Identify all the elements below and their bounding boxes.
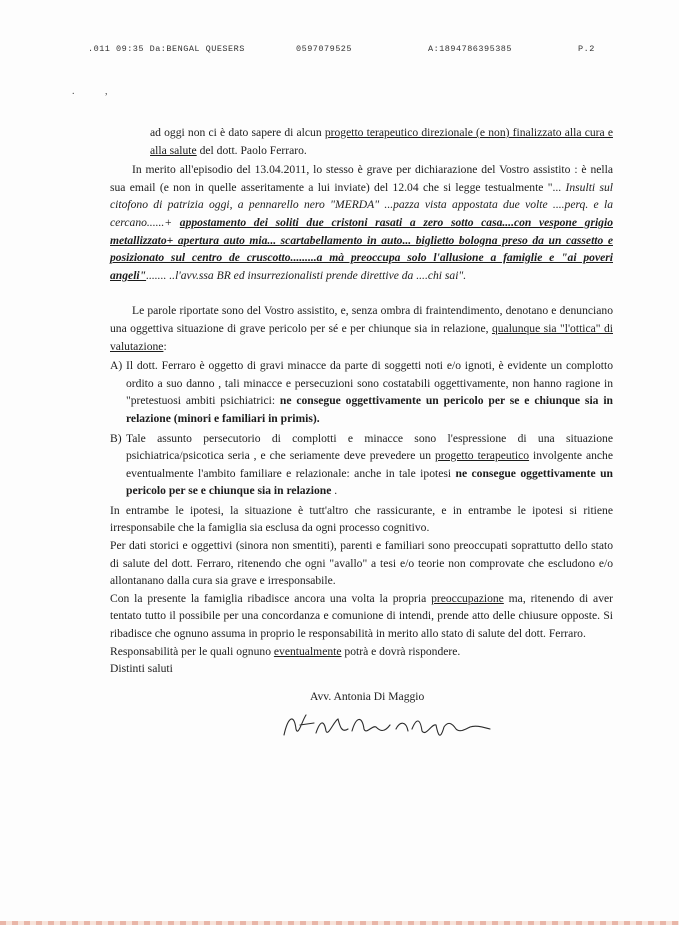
fax-from-number: 0597079525 <box>296 44 353 54</box>
quoted-text: Insulti sul citofono di patrizia oggi, a pennarello nero "MERDA" ...pazza vista appostata due volte ....perq. e la cercano......+ <box>110 180 613 229</box>
text: In merito all'episodio del 13.04.2011, lo stesso è grave per dichiarazione del Vostro assistito : è nella sua email (e non in quelle asseritamente a lui inviate) del 12.04 che si legge testualmente "... <box>110 163 613 194</box>
list-item-a <box>110 357 613 427</box>
quoted-emphasis: appostamento dei soliti due cristoni rasati a zero sotto casa....con vespone grigio metallizzato+ apertura auto mia... scartabellamento in auto... biglietto bologna preso da un cassetto e posizionato sul centro de cruscotto.........a mà preoccupa solo l'allusione a famiglie e "ai poveri angeli" <box>110 215 613 282</box>
paragraph-history: Per dati storici e oggettivi (sinora non smentiti), parenti e familiari sono preoccupati soprattutto dello stato di salute del dott. Ferraro, ritenendo che ogni "avallo" a tesi e/o teorie non comprovate che escludono e/o allontanano dalla cura sia grave e irresponsabile. <box>110 539 613 588</box>
underlined-text: progetto terapeutico <box>434 449 530 463</box>
scan-edge-strip <box>0 921 679 925</box>
hypothesis-list <box>110 357 613 500</box>
text: involgente anche eventualmente l'ambito familiare e relazionale: anche in tale ipotesi <box>126 449 613 480</box>
quoted-text: ....... ..l'avv.ssa BR ed insurrezionalisti prende direttive da ....chi sai". <box>146 268 467 282</box>
paragraph-continuation <box>110 124 613 159</box>
text: Il dott. Ferraro è oggetto di gravi minacce da parte di soggetti noti e/o ignoti, è evidente un complotto ordito a suo danno , tali minacce e persecuzioni sono costatabili oggettivamente, non hanno ragione in "pretestuosi ambiti psichiatrici: <box>126 359 613 408</box>
text: ma, ritenendo di aver tentato tutto il possibile per una concordanza e comunione di intendi, prende atto delle chiusure opposte. Si ribadisce che ognuno assuma in proprio le responsabilità in merito allo stato di salute del dott. Ferraro. <box>110 591 614 641</box>
handwritten-signature <box>280 707 500 747</box>
fax-to-number: A:1894786395385 <box>428 44 513 54</box>
underlined-text: eventualmente <box>273 644 342 658</box>
underlined-text: preoccupazione <box>431 591 504 605</box>
closing: Distinti saluti <box>110 662 173 676</box>
paragraph-situation <box>110 302 613 355</box>
list-item-b <box>110 430 613 500</box>
paragraph-responsibility <box>110 643 613 661</box>
text: Le parole riportate sono del Vostro assistito, e, senza ombra di fraintendimento, denotano e denunciano una oggettiva situazione di grave pericolo per sé e per chiunque sia in relazione, <box>110 304 613 335</box>
paragraph-hypotheses: In entrambe le ipotesi, la situazione è tutt'altro che rassicurante, e in entrambe le ipotesi si ritiene irresponsabile che la famiglia sia esclusa da ogni processo cognitivo. <box>110 503 613 535</box>
bold-text: ne consegue oggettivamente un pericolo per se e chiunque sia in relazione (minori e familiari in primis). <box>126 394 613 425</box>
bold-text: ne consegue oggettivamente un pericolo per se e chiunque sia in relazione <box>126 466 613 498</box>
list-label: A) <box>110 359 123 373</box>
text: Tale assunto persecutorio di complotti e minacce sono l'espressione di una situazione psichiatrica/psicotica seria , e che seriamente deve prevedere un <box>126 431 613 463</box>
fax-time: .011 09:35 Da:BENGAL QUESERS <box>88 44 245 54</box>
underlined-text: qualunque sia "l'ottica" di valutazione <box>110 321 613 353</box>
text: ad oggi non ci è dato sapere di alcun <box>150 126 325 139</box>
fax-page-number: P.2 <box>578 44 595 54</box>
list-label: B) <box>110 431 122 445</box>
margin-marks: . , <box>72 86 122 97</box>
text: Con la presente la famiglia ribadisce ancora una volta la propria <box>110 591 432 605</box>
text: Responsabilità per le quali ognuno <box>110 644 274 658</box>
text: . <box>331 484 338 498</box>
paragraph-episode <box>110 161 613 284</box>
text: : <box>163 339 167 353</box>
text: potrà e dovrà rispondere. <box>341 644 461 658</box>
underlined-text: progetto terapeutico direzionale (e non) finalizzato alla cura e alla salute <box>150 126 613 157</box>
text: del dott. Paolo Ferraro. <box>196 143 307 157</box>
signer-name: Avv. Antonia Di Maggio <box>310 689 425 703</box>
paragraph-family <box>110 590 613 643</box>
letter-body <box>110 124 613 747</box>
